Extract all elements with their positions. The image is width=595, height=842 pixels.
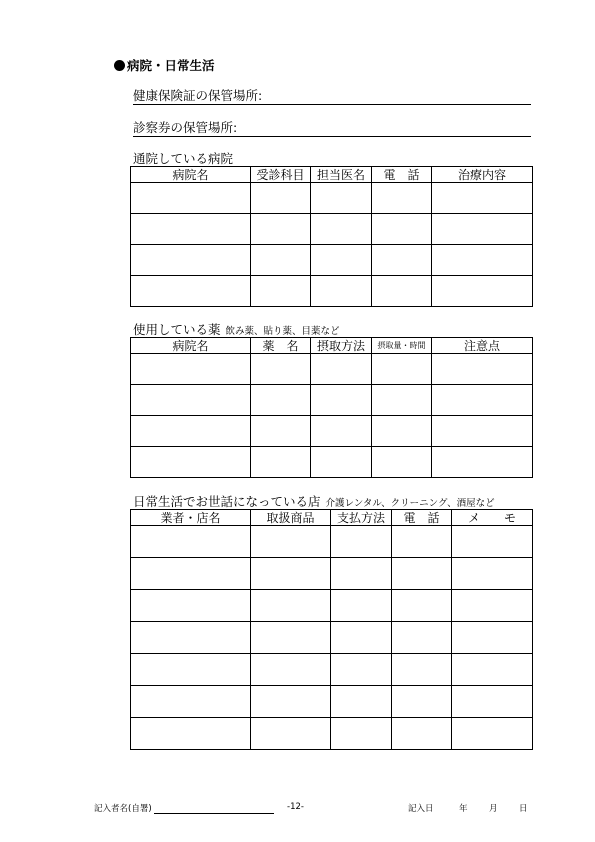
table-cell[interactable] (131, 447, 251, 478)
column-header: 治療内容 (432, 167, 533, 183)
table-cell[interactable] (131, 622, 251, 654)
table-cell[interactable] (251, 214, 311, 245)
table-row (131, 385, 533, 416)
table-row (131, 214, 533, 245)
table-cell[interactable] (331, 654, 392, 686)
table-cell[interactable] (331, 590, 392, 622)
medicines-table (130, 337, 533, 478)
table-cell[interactable] (251, 245, 311, 276)
table-cell[interactable] (372, 183, 432, 214)
column-header: 業者・店名 (131, 510, 251, 526)
table-row (131, 590, 533, 622)
shops-note: 介護レンタル、クリーニング、酒屋など (325, 498, 495, 509)
table-cell[interactable] (452, 654, 533, 686)
writer-name-label: 記入者名(自署) (94, 804, 152, 814)
shops-title-text: 日常生活でお世話になっている店 (133, 494, 321, 509)
table-cell[interactable] (432, 276, 533, 307)
column-header: 支払方法 (331, 510, 392, 526)
table-cell[interactable] (311, 354, 372, 385)
table-row (131, 526, 533, 558)
table-cell[interactable] (311, 214, 372, 245)
column-header: 電 話 (372, 167, 432, 183)
table-cell[interactable] (432, 354, 533, 385)
table-cell[interactable] (432, 447, 533, 478)
table-cell[interactable] (452, 686, 533, 718)
table-cell[interactable] (372, 354, 432, 385)
table-row (131, 447, 533, 478)
insurance-card-location-field[interactable] (133, 88, 531, 105)
table-cell[interactable] (392, 718, 452, 750)
table-cell[interactable] (311, 385, 372, 416)
table-cell[interactable] (311, 245, 372, 276)
table-cell[interactable] (251, 416, 311, 447)
table-cell[interactable] (432, 385, 533, 416)
column-header: 病院名 (131, 167, 251, 183)
table-cell[interactable] (331, 558, 392, 590)
table-cell[interactable] (392, 654, 452, 686)
section-title-text: 病院・日常生活 (127, 58, 215, 73)
table-cell[interactable] (452, 526, 533, 558)
table-cell[interactable] (131, 214, 251, 245)
day-label: 日 (519, 804, 528, 814)
table-cell[interactable] (392, 686, 452, 718)
table-cell[interactable] (131, 183, 251, 214)
patient-card-location-label: 診察券の保管場所: (133, 120, 238, 135)
table-cell[interactable] (251, 686, 331, 718)
table-row (131, 354, 533, 385)
hospitals-table (130, 166, 533, 307)
table-cell[interactable] (372, 214, 432, 245)
table-cell[interactable] (331, 686, 392, 718)
medicines-note: 飲み薬、貼り薬、目薬など (225, 326, 340, 337)
column-header: メ モ (452, 510, 533, 526)
table-row (131, 245, 533, 276)
table-cell[interactable] (432, 416, 533, 447)
date-label: 記入日 (408, 804, 434, 814)
table-row (131, 622, 533, 654)
table-cell[interactable] (452, 718, 533, 750)
table-cell[interactable] (131, 416, 251, 447)
table-cell[interactable] (432, 245, 533, 276)
table-cell[interactable] (392, 622, 452, 654)
table-cell[interactable] (452, 622, 533, 654)
table-cell[interactable] (392, 590, 452, 622)
signature-line[interactable] (154, 803, 274, 814)
month-label: 月 (489, 804, 498, 814)
table-cell[interactable] (251, 183, 311, 214)
column-header: 薬 名 (251, 338, 311, 354)
bullet-icon (114, 60, 125, 71)
table-cell[interactable] (432, 214, 533, 245)
table-cell[interactable] (251, 276, 311, 307)
table-cell[interactable] (251, 590, 331, 622)
shops-table (130, 509, 533, 750)
insurance-card-location-label: 健康保険証の保管場所: (133, 88, 263, 103)
writer-name-field[interactable] (94, 802, 274, 814)
table-cell[interactable] (311, 183, 372, 214)
table-cell[interactable] (331, 526, 392, 558)
table-cell[interactable] (131, 276, 251, 307)
column-header: 電 話 (392, 510, 452, 526)
table-row (131, 276, 533, 307)
column-header: 担当医名 (311, 167, 372, 183)
table-cell[interactable] (311, 416, 372, 447)
column-header: 摂取方法 (311, 338, 372, 354)
table-row (131, 654, 533, 686)
table-cell[interactable] (131, 558, 251, 590)
table-row (131, 183, 533, 214)
page-number: -12- (287, 802, 304, 812)
column-header: 病院名 (131, 338, 251, 354)
table-row (131, 558, 533, 590)
table-cell[interactable] (392, 558, 452, 590)
table-cell[interactable] (131, 718, 251, 750)
patient-card-location-field[interactable] (133, 120, 531, 137)
table-cell[interactable] (311, 447, 372, 478)
section-title (114, 56, 215, 74)
year-label: 年 (459, 804, 468, 814)
table-cell[interactable] (452, 590, 533, 622)
table-cell[interactable] (372, 447, 432, 478)
table-row (131, 416, 533, 447)
table-cell[interactable] (372, 245, 432, 276)
table-cell[interactable] (251, 447, 311, 478)
column-header: 取扱商品 (251, 510, 331, 526)
table-cell[interactable] (311, 276, 372, 307)
table-cell[interactable] (131, 686, 251, 718)
hospitals-title: 通院している病院 (133, 151, 234, 166)
table-row (131, 686, 533, 718)
table-cell[interactable] (251, 526, 331, 558)
table-cell[interactable] (251, 654, 331, 686)
table-cell[interactable] (251, 718, 331, 750)
table-cell[interactable] (432, 183, 533, 214)
table-cell[interactable] (131, 354, 251, 385)
table-cell[interactable] (251, 622, 331, 654)
column-header: 摂取量・時間 (372, 338, 432, 354)
table-cell[interactable] (131, 590, 251, 622)
table-cell[interactable] (251, 385, 311, 416)
column-header: 注意点 (432, 338, 533, 354)
table-cell[interactable] (372, 276, 432, 307)
table-row (131, 718, 533, 750)
table-cell[interactable] (392, 526, 452, 558)
column-header: 受診科目 (251, 167, 311, 183)
table-cell[interactable] (372, 416, 432, 447)
table-cell[interactable] (131, 385, 251, 416)
table-cell[interactable] (131, 654, 251, 686)
table-cell[interactable] (131, 245, 251, 276)
table-cell[interactable] (372, 385, 432, 416)
table-cell[interactable] (251, 558, 331, 590)
table-cell[interactable] (452, 558, 533, 590)
medicines-title-text: 使用している薬 (133, 322, 221, 337)
table-cell[interactable] (331, 622, 392, 654)
table-cell[interactable] (251, 354, 311, 385)
table-cell[interactable] (331, 718, 392, 750)
table-cell[interactable] (131, 526, 251, 558)
